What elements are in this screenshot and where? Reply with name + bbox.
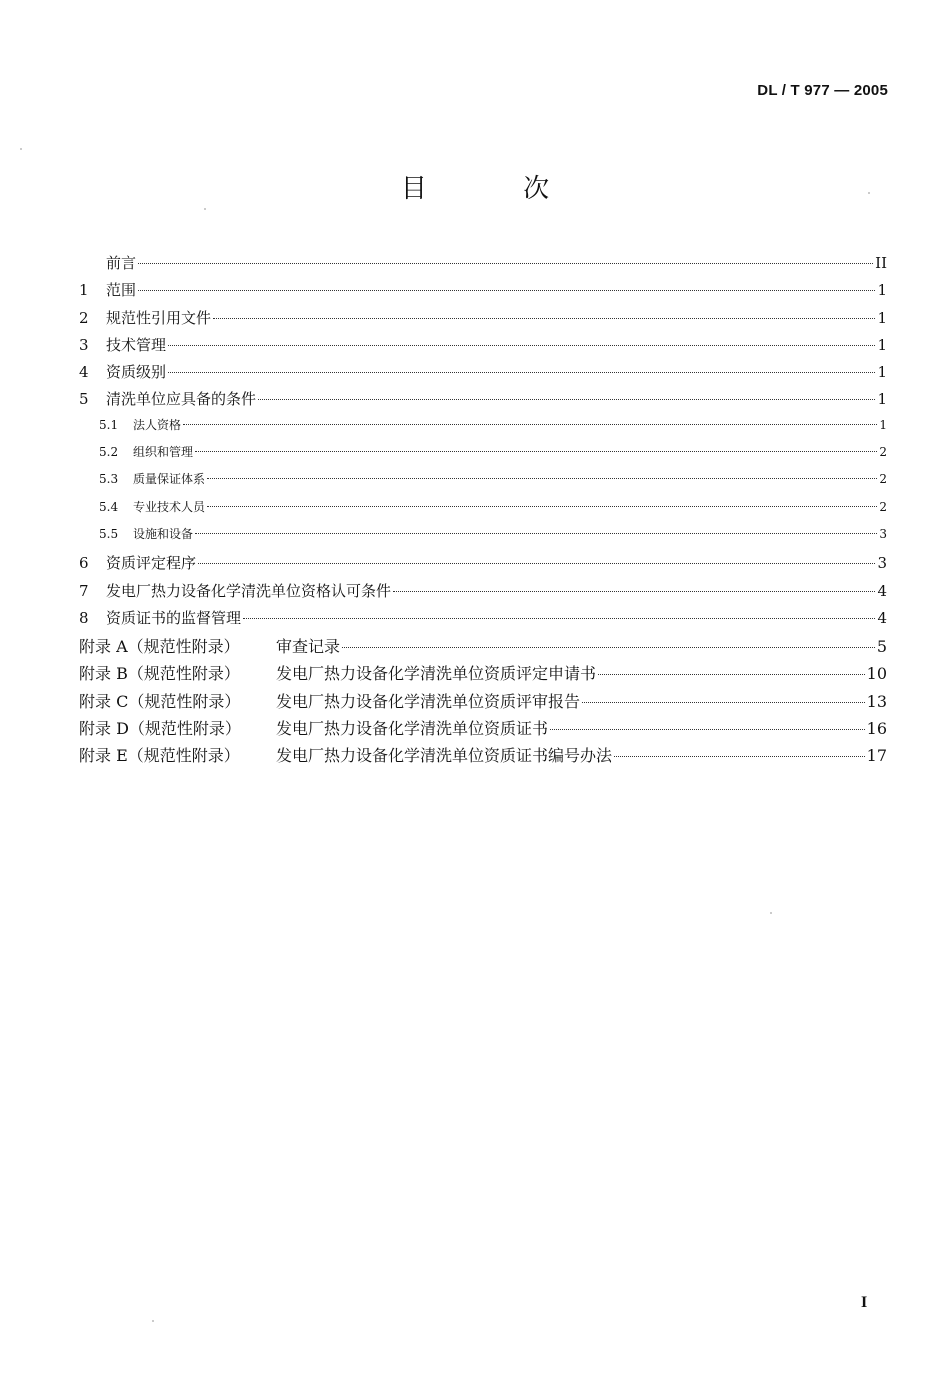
toc-entry[interactable]	[79, 689, 887, 716]
toc-leader-dots	[168, 372, 875, 373]
toc-page-number: 3	[879, 526, 887, 541]
toc-number: 2	[79, 308, 89, 327]
toc-leader-dots	[207, 506, 877, 507]
toc-label: 审查记录	[276, 637, 341, 657]
scan-speck	[152, 1320, 154, 1322]
scan-speck	[204, 208, 206, 210]
standard-code: DL / T 977 — 2005	[757, 82, 888, 99]
toc-label: 专业技术人员	[133, 499, 206, 514]
toc-annex-id: 附录 C（规范性附录）	[79, 691, 241, 711]
toc-number: 5.1	[99, 417, 119, 432]
toc-number: 3	[79, 335, 89, 354]
toc-label: 发电厂热力设备化学清洗单位资质证书编号办法	[276, 746, 613, 766]
toc-leader-dots	[207, 478, 877, 479]
toc-leader-dots	[342, 647, 875, 648]
toc-label: 发电厂热力设备化学清洗单位资质评定申请书	[276, 664, 597, 684]
toc-leader-dots	[195, 533, 877, 534]
toc-label: 资质评定程序	[106, 554, 197, 573]
toc-entry[interactable]	[79, 552, 887, 579]
toc-leader-dots	[393, 591, 875, 592]
toc-number: 1	[79, 281, 89, 300]
toc-number: 5.3	[99, 472, 119, 487]
toc-number: 8	[79, 608, 89, 627]
toc-entry[interactable]	[79, 307, 887, 334]
toc-entry[interactable]	[79, 661, 887, 688]
toc-page-number: 1	[877, 390, 887, 409]
toc-entry[interactable]	[79, 416, 887, 443]
toc-annex-id: 附录 E（规范性附录）	[79, 746, 240, 766]
toc-leader-dots	[195, 451, 877, 452]
toc-page-number: 2	[879, 472, 887, 487]
toc-number: 4	[79, 363, 89, 382]
toc-page-number: 16	[866, 719, 887, 739]
toc-number: 5.5	[99, 526, 119, 541]
toc-label: 发电厂热力设备化学清洗单位资质证书	[276, 719, 549, 739]
toc-entry[interactable]	[79, 498, 887, 525]
page-number: I	[861, 1294, 868, 1311]
toc-page-number: 2	[879, 445, 887, 460]
toc-page-number: II	[875, 254, 887, 272]
toc-page-number: 1	[877, 281, 887, 300]
scan-speck	[770, 912, 772, 914]
toc-leader-dots	[168, 345, 875, 346]
toc-page-number: 1	[879, 417, 887, 432]
toc-leader-dots	[183, 424, 877, 425]
toc-leader-dots	[550, 729, 865, 730]
toc-label: 发电厂热力设备化学清洗单位资质评审报告	[276, 691, 581, 711]
toc-leader-dots	[138, 290, 875, 291]
toc-label: 设施和设备	[133, 526, 194, 541]
toc-page-number: 5	[876, 637, 887, 657]
toc-leader-dots	[614, 756, 865, 757]
toc-page-number: 1	[877, 335, 887, 354]
toc-label: 技术管理	[106, 335, 167, 354]
toc-leader-dots	[243, 618, 875, 619]
toc-page-number: 10	[866, 664, 887, 684]
toc-leader-dots	[213, 318, 875, 319]
toc-entry[interactable]	[79, 470, 887, 497]
toc-entry[interactable]	[79, 388, 887, 415]
toc-entry[interactable]	[79, 716, 887, 743]
toc-page-number: 4	[877, 608, 887, 627]
scan-speck	[868, 192, 870, 194]
toc-entry[interactable]	[79, 525, 887, 552]
scan-speck	[20, 148, 22, 150]
toc-page-number: 1	[877, 363, 887, 382]
toc-label: 前言	[106, 254, 137, 272]
toc-number: 5.4	[99, 499, 119, 514]
toc-label: 法人资格	[133, 417, 182, 432]
toc-entry[interactable]	[79, 279, 887, 306]
toc-page-number: 13	[866, 691, 887, 711]
toc-page-number: 17	[866, 746, 887, 766]
toc-page-number: 2	[879, 499, 887, 514]
toc-entry[interactable]	[79, 607, 887, 634]
toc-entry[interactable]	[79, 252, 887, 279]
toc-number: 7	[79, 581, 89, 600]
page-title: 目 次	[400, 174, 594, 204]
toc-label: 质量保证体系	[133, 472, 206, 487]
toc-label: 组织和管理	[133, 445, 194, 460]
toc-annex-id: 附录 A（规范性附录）	[79, 637, 240, 657]
toc-label: 发电厂热力设备化学清洗单位资格认可条件	[106, 581, 392, 600]
toc-entry[interactable]	[79, 743, 887, 770]
toc-entry[interactable]	[79, 361, 887, 388]
toc-page-number: 4	[877, 581, 887, 600]
toc-entry[interactable]	[79, 634, 887, 661]
toc-label: 资质证书的监督管理	[106, 608, 242, 627]
toc-entry[interactable]	[79, 334, 887, 361]
toc-label: 资质级别	[106, 363, 167, 382]
toc-annex-id: 附录 B（规范性附录）	[79, 664, 240, 684]
table-of-contents	[79, 252, 887, 771]
toc-leader-dots	[198, 563, 875, 564]
toc-leader-dots	[258, 399, 875, 400]
toc-page-number: 3	[877, 554, 887, 573]
toc-label: 清洗单位应具备的条件	[106, 390, 257, 409]
toc-annex-id: 附录 D（规范性附录）	[79, 719, 241, 739]
toc-leader-dots	[598, 674, 865, 675]
toc-number: 5	[79, 390, 89, 409]
toc-number: 6	[79, 554, 89, 573]
toc-entry[interactable]	[79, 443, 887, 470]
toc-entry[interactable]	[79, 580, 887, 607]
toc-leader-dots	[582, 702, 865, 703]
toc-label: 规范性引用文件	[106, 308, 212, 327]
toc-number: 5.2	[99, 445, 119, 460]
toc-leader-dots	[138, 263, 873, 264]
toc-page-number: 1	[877, 308, 887, 327]
toc-label: 范围	[106, 281, 137, 300]
